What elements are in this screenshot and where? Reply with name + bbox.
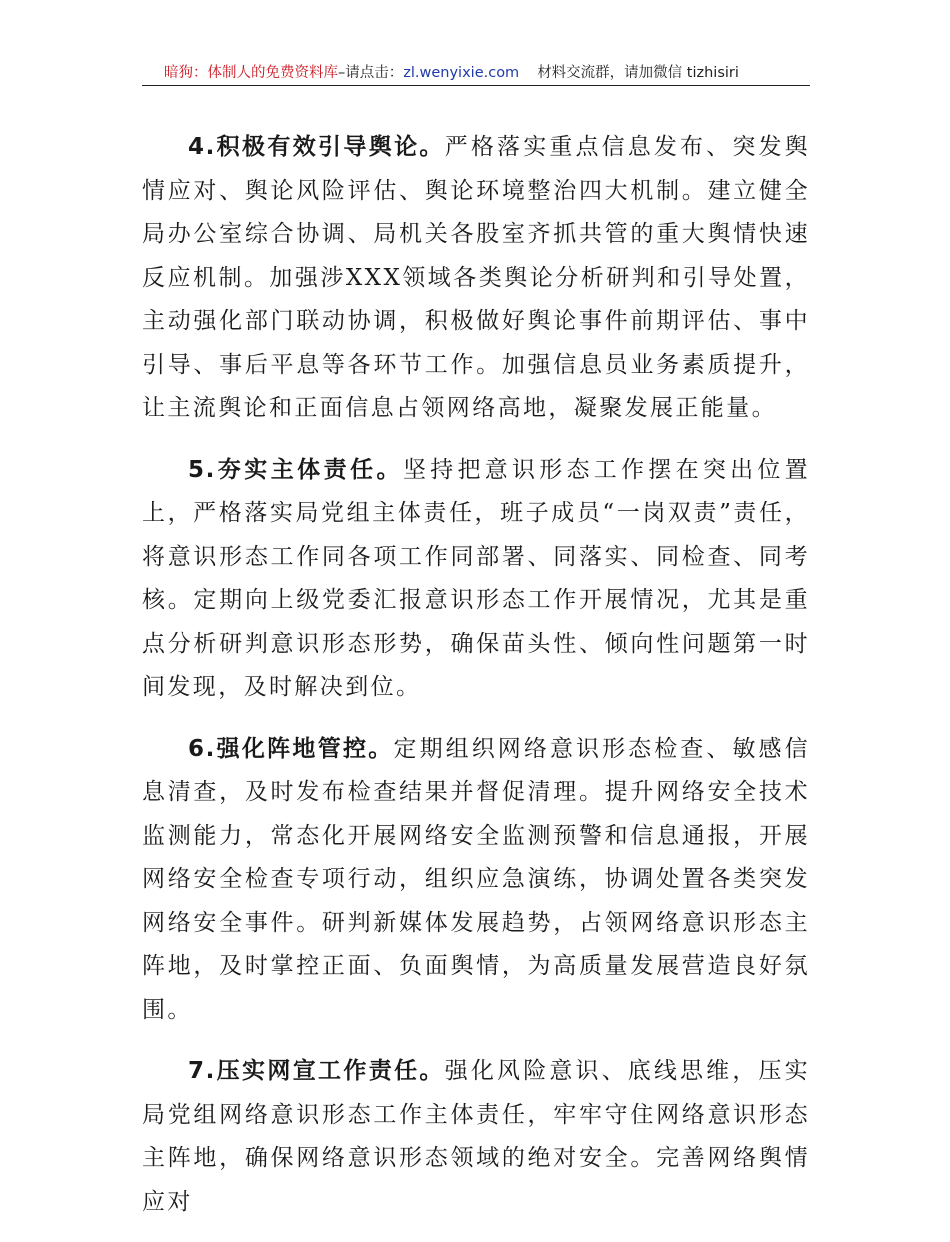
page-header: [142, 55, 810, 86]
paragraph-5: [142, 449, 810, 710]
paragraph-heading: 6.强化阵地管控。: [188, 735, 394, 762]
click-prompt: –请点击：: [338, 65, 404, 81]
paragraph-4: [142, 126, 810, 431]
paragraph-heading: 7.压实网宣工作责任。: [188, 1058, 445, 1084]
site-url-link[interactable]: zl.wenyixie.com: [403, 65, 520, 81]
paragraph-text: 严格落实重点信息发布、突发舆情应对、舆论风险评估、舆论环境整治四大机制。建立健全局办公室综合协调、局机关各股室齐抓共管的重大舆情快速反应机制。加强涉XXX领域各类舆论分析研判和引导处置，主动强化部门联动协调，积极做好舆论事件前期评估、事中引导、事后平息等各环节工作。加强信息员业务素质提升，让主流舆论和正面信息占领网络高地，凝聚发展正能量。: [142, 134, 811, 421]
paragraph-text: 坚持把意识形态工作摆在突出位置上，严格落实局党组主体责任，班子成员“一岗双责”责任，将意识形态工作同各项工作同部署、同落实、同检查、同考核。定期向上级党委汇报意识形态工作开展情况，尤其是重点分析研判意识形态形势，确保苗头性、倾向性问题第一时间发现，及时解决到位。: [142, 456, 810, 700]
paragraph-heading: 4.积极有效引导舆论。: [188, 134, 445, 160]
paragraph-text: 强化风险意识、底线思维，压实局党组网络意识形态工作主体责任，牢牢守住网络意识形态主阵地，确保网络意识形态领域的绝对安全。完善网络舆情应对: [142, 1058, 811, 1215]
paragraph-heading: 5.夯实主体责任。: [188, 456, 403, 483]
paragraph-6: [142, 728, 810, 1033]
document-body: [142, 126, 810, 1242]
site-label: 暗狗：体制人的免费资料库: [164, 65, 338, 81]
header-text: [164, 61, 739, 82]
paragraph-text: 定期组织网络意识形态检查、敏感信息清查，及时发布检查结果并督促清理。提升网络安全技术监测能力，常态化开展网络安全监测预警和信息通报，开展网络安全检查专项行动，组织应急演练，协调处置各类突发网络安全事件。研判新媒体发展趋势，占领网络意识形态主阵地，及时掌控正面、负面舆情，为高质量发展营造良好氛围。: [142, 735, 810, 1023]
group-note: 材料交流群，请加微信 tizhisiri: [537, 65, 739, 81]
paragraph-7: [142, 1050, 810, 1224]
